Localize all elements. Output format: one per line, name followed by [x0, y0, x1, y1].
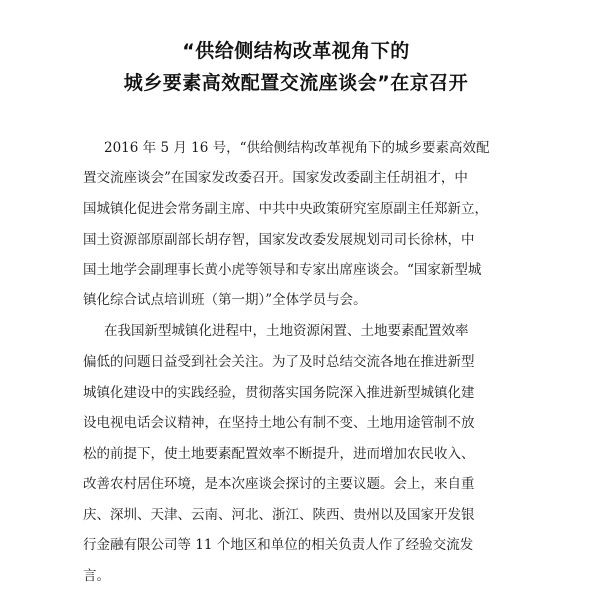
- body-line: 改善农村居住环境，是本次座谈会探讨的主要议题。会上，来自重: [83, 476, 475, 492]
- body-line: 置交流座谈会”在国家发改委召开。国家发改委副主任胡祖才，中: [83, 170, 468, 186]
- document-title-line-2: 城乡要素高效配置交流座谈会”在京召开: [123, 72, 469, 94]
- body-line: 2016 年 5 月 16 号，“供给侧结构改革视角下的城乡要素高效配: [104, 140, 490, 156]
- body-line: 行金融有限公司等 11 个地区和单位的相关负责人作了经验交流发: [83, 537, 474, 553]
- body-line: 镇化综合试点培训班（第一期）”全体学员与会。: [83, 292, 367, 308]
- body-line: 在我国新型城镇化进程中，土地资源闲置、土地要素配置效率: [104, 323, 469, 339]
- body-line: 国土资源部原副部长胡存智，国家发改委发展规划司司长徐林，中: [83, 232, 475, 248]
- body-line: 偏低的问题日益受到社会关注。为了及时总结交流各地在推进新型: [83, 354, 475, 370]
- body-line: 国土地学会副理事长黄小虎等领导和专家出席座谈会。“国家新型城: [83, 262, 482, 278]
- body-line: 松的前提下，使土地要素配置效率不断提升，进而增加农民收入、: [83, 446, 475, 462]
- document-title-line-1: “供给侧结构改革视角下的: [182, 40, 410, 62]
- body-line: 国城镇化促进会常务副主席、中共中央政策研究室原副主任郑新立，: [83, 201, 488, 217]
- body-line: 设电视电话会议精神，在坚持土地公有制不变、土地用途管制不放: [83, 415, 475, 431]
- body-line: 言。: [83, 568, 110, 584]
- body-line: 庆、深圳、天津、云南、河北、浙江、陕西、贵州以及国家开发银: [83, 507, 475, 523]
- body-line: 城镇化建设中的实践经验，贯彻落实国务院深入推进新型城镇化建: [83, 385, 475, 401]
